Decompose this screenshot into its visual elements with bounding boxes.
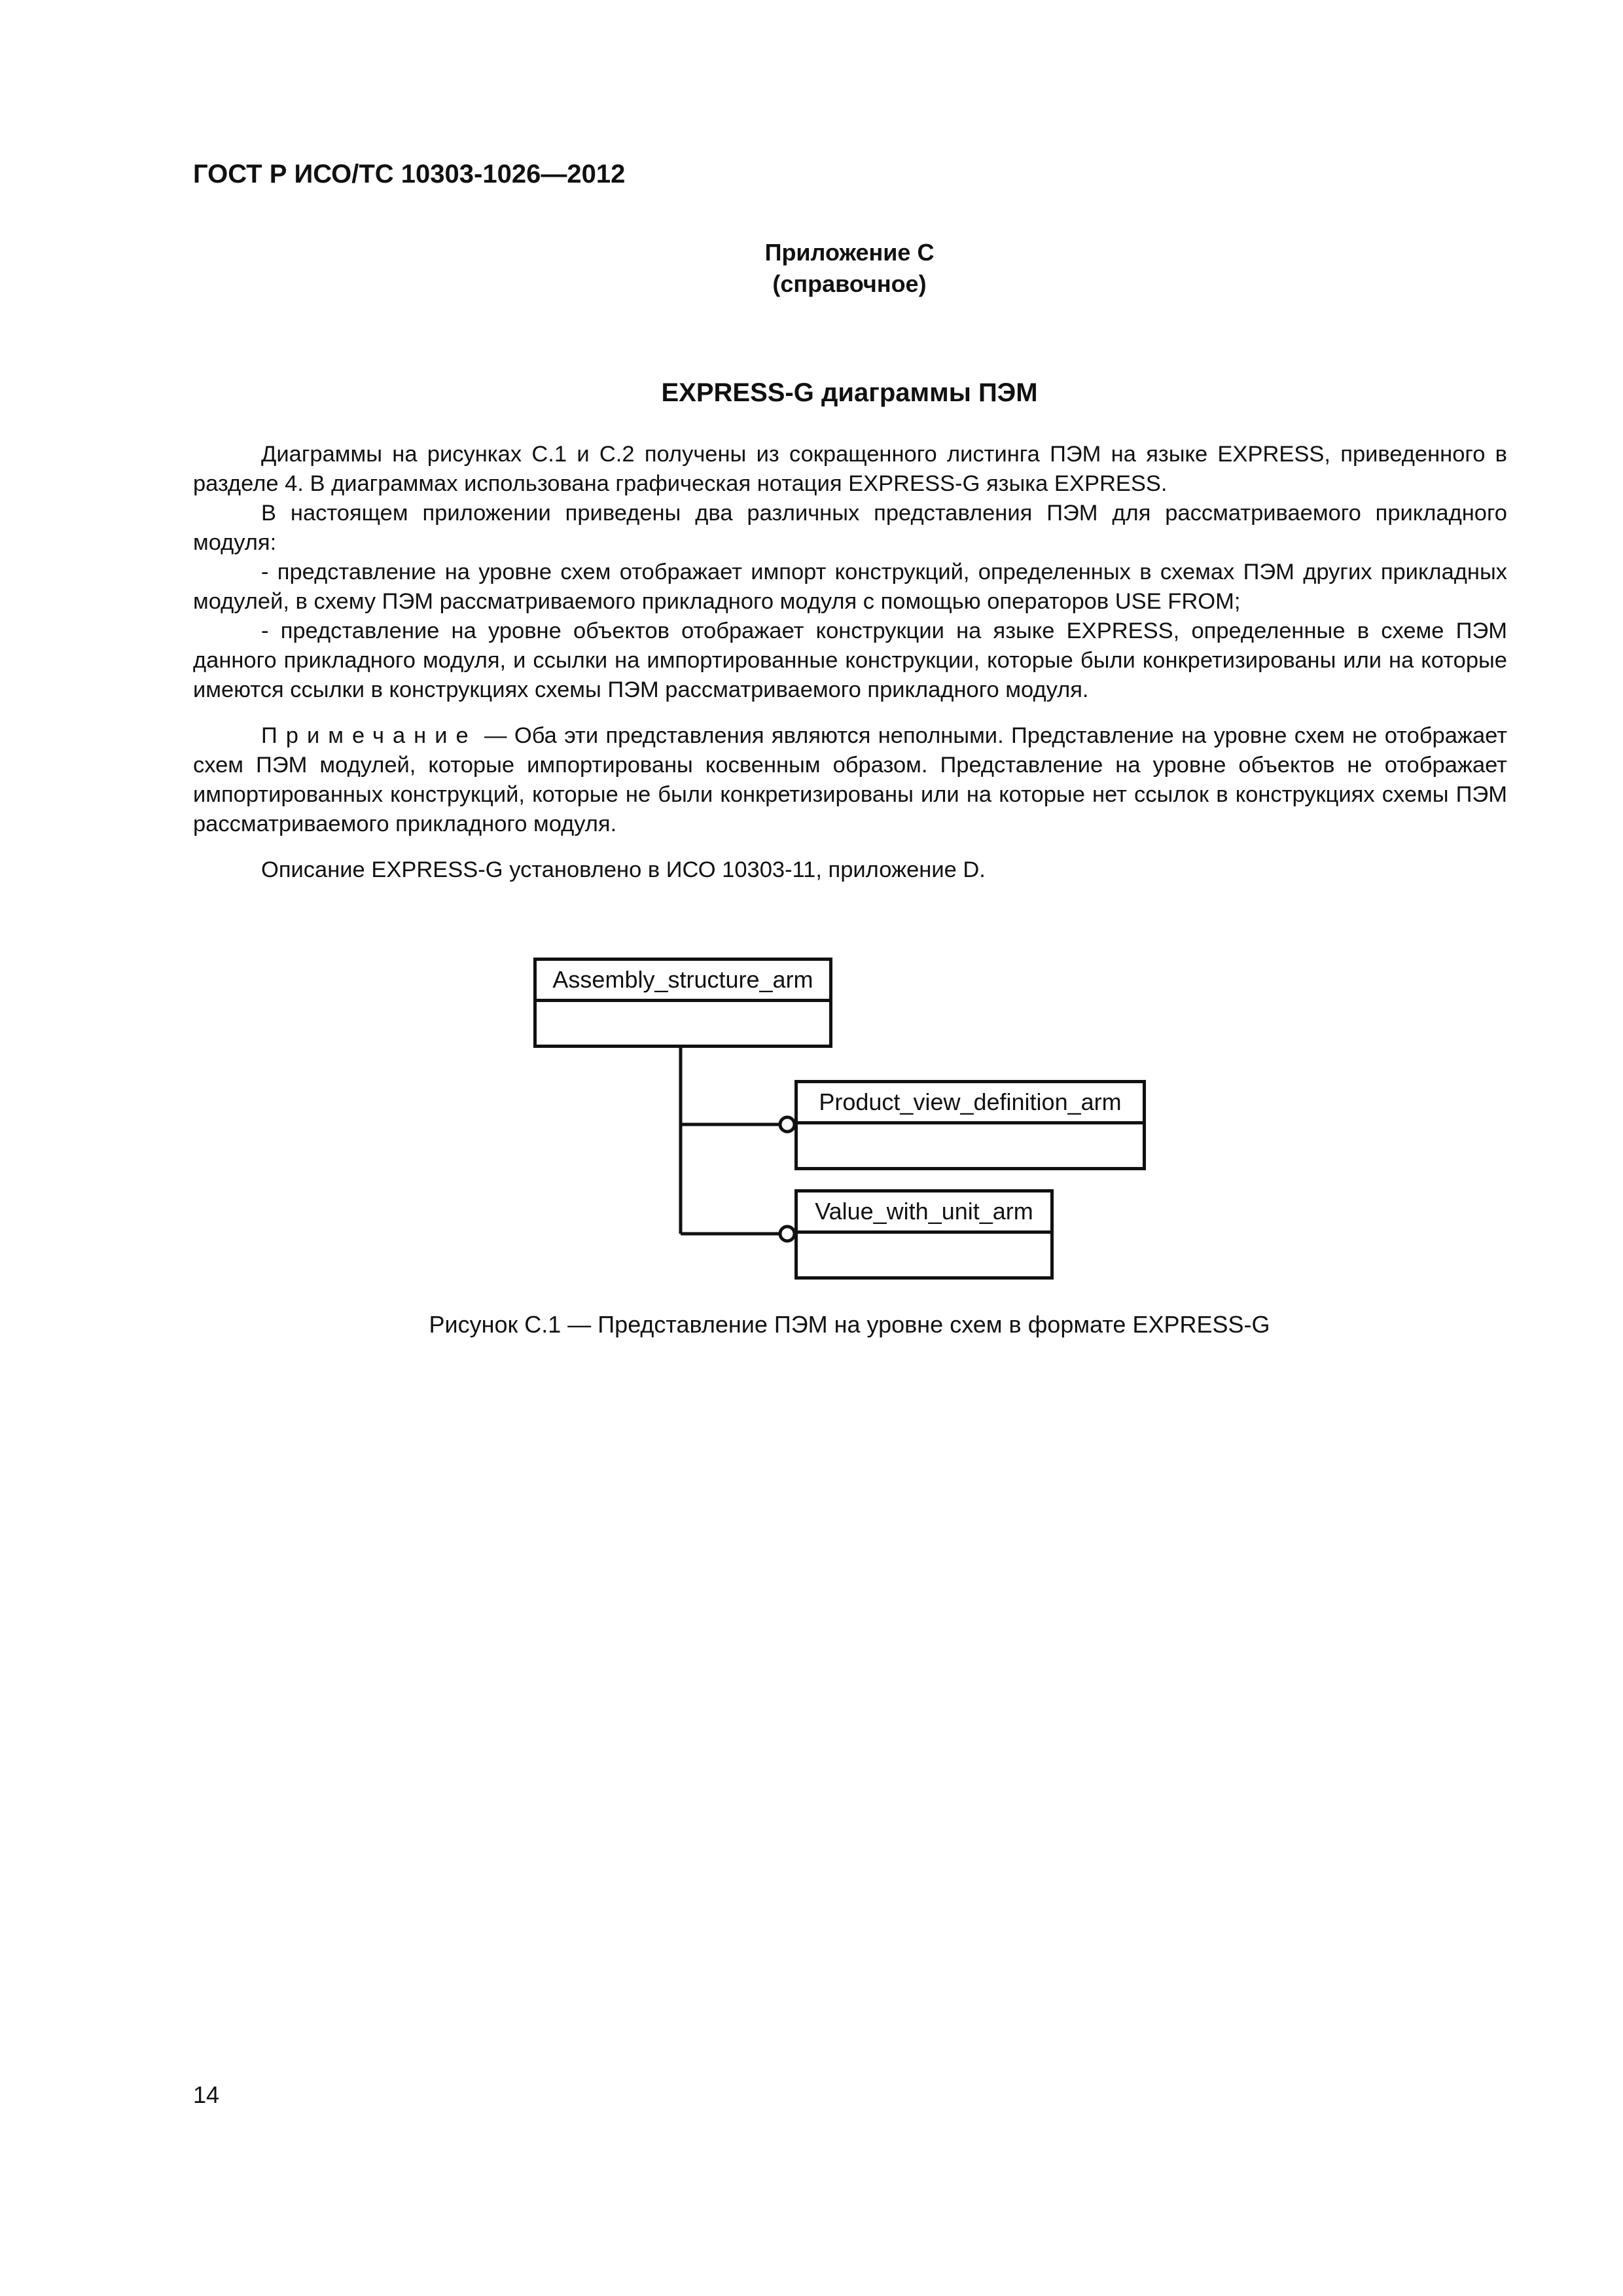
- schema-box-product-view: [794, 1080, 1146, 1170]
- branch-end-circle-1: [780, 1117, 794, 1132]
- schema-box-main: [533, 958, 832, 1048]
- note-label: Примечание: [261, 723, 477, 748]
- section-title: EXPRESS-G диаграммы ПЭМ: [661, 378, 1038, 407]
- paragraph: - представление на уровне схем отображает импорт конструкций, определенных в схемах ПЭМ других прикладных модулей, в схему ПЭМ рассматриваемого прикладного модуля с помощью операторов USE FROM;: [193, 560, 1507, 614]
- page-number: 14: [193, 2081, 220, 2108]
- reference-text: Описание EXPRESS-G установлено в ИСО 10303-11, приложение D.: [261, 857, 986, 882]
- branch-end-circle-2: [780, 1227, 794, 1241]
- document-header: ГОСТ Р ИСО/ТС 10303-1026—2012: [193, 160, 626, 188]
- annex-status: (справочное): [772, 270, 927, 297]
- schema-name: Value_with_unit_arm: [798, 1193, 1050, 1234]
- note-text: — Оба эти представления являются неполными. Представление на уровне схем не отображает схем ПЭМ модулей, которые импортированы косвенным образом. Представление на уровне объектов не отображает импортированных конструкций, которые не были конкретизированы или на которые нет ссылок в конструкциях схемы ПЭМ рассматриваемого прикладного модуля.: [193, 723, 1507, 836]
- annex-title: Приложение С: [764, 239, 935, 266]
- paragraph: - представление на уровне объектов отображает конструкции на языке EXPRESS, определенные в схеме ПЭМ данного прикладного модуля, и ссылки на импортированные конструкции, которые были конкретизированы или на которые имеются ссылки в конструкциях схемы ПЭМ рассматриваемого прикладного модуля.: [193, 619, 1507, 702]
- schema-name: Assembly_structure_arm: [537, 961, 829, 1002]
- schema-box-value-unit: [794, 1189, 1054, 1280]
- figure-caption: Рисунок С.1 — Представление ПЭМ на уровне схем в формате EXPRESS-G: [429, 1311, 1270, 1338]
- schema-name: Product_view_definition_arm: [798, 1083, 1143, 1124]
- paragraph: В настоящем приложении приведены два различных представления ПЭМ для рассматриваемого прикладного модуля:: [193, 501, 1507, 555]
- paragraph: Диаграммы на рисунках С.1 и С.2 получены из сокращенного листинга ПЭМ на языке EXPRESS, приведенного в разделе 4. В диаграммах использована графическая нотация EXPRESS-G языка EXPRESS.: [193, 442, 1507, 496]
